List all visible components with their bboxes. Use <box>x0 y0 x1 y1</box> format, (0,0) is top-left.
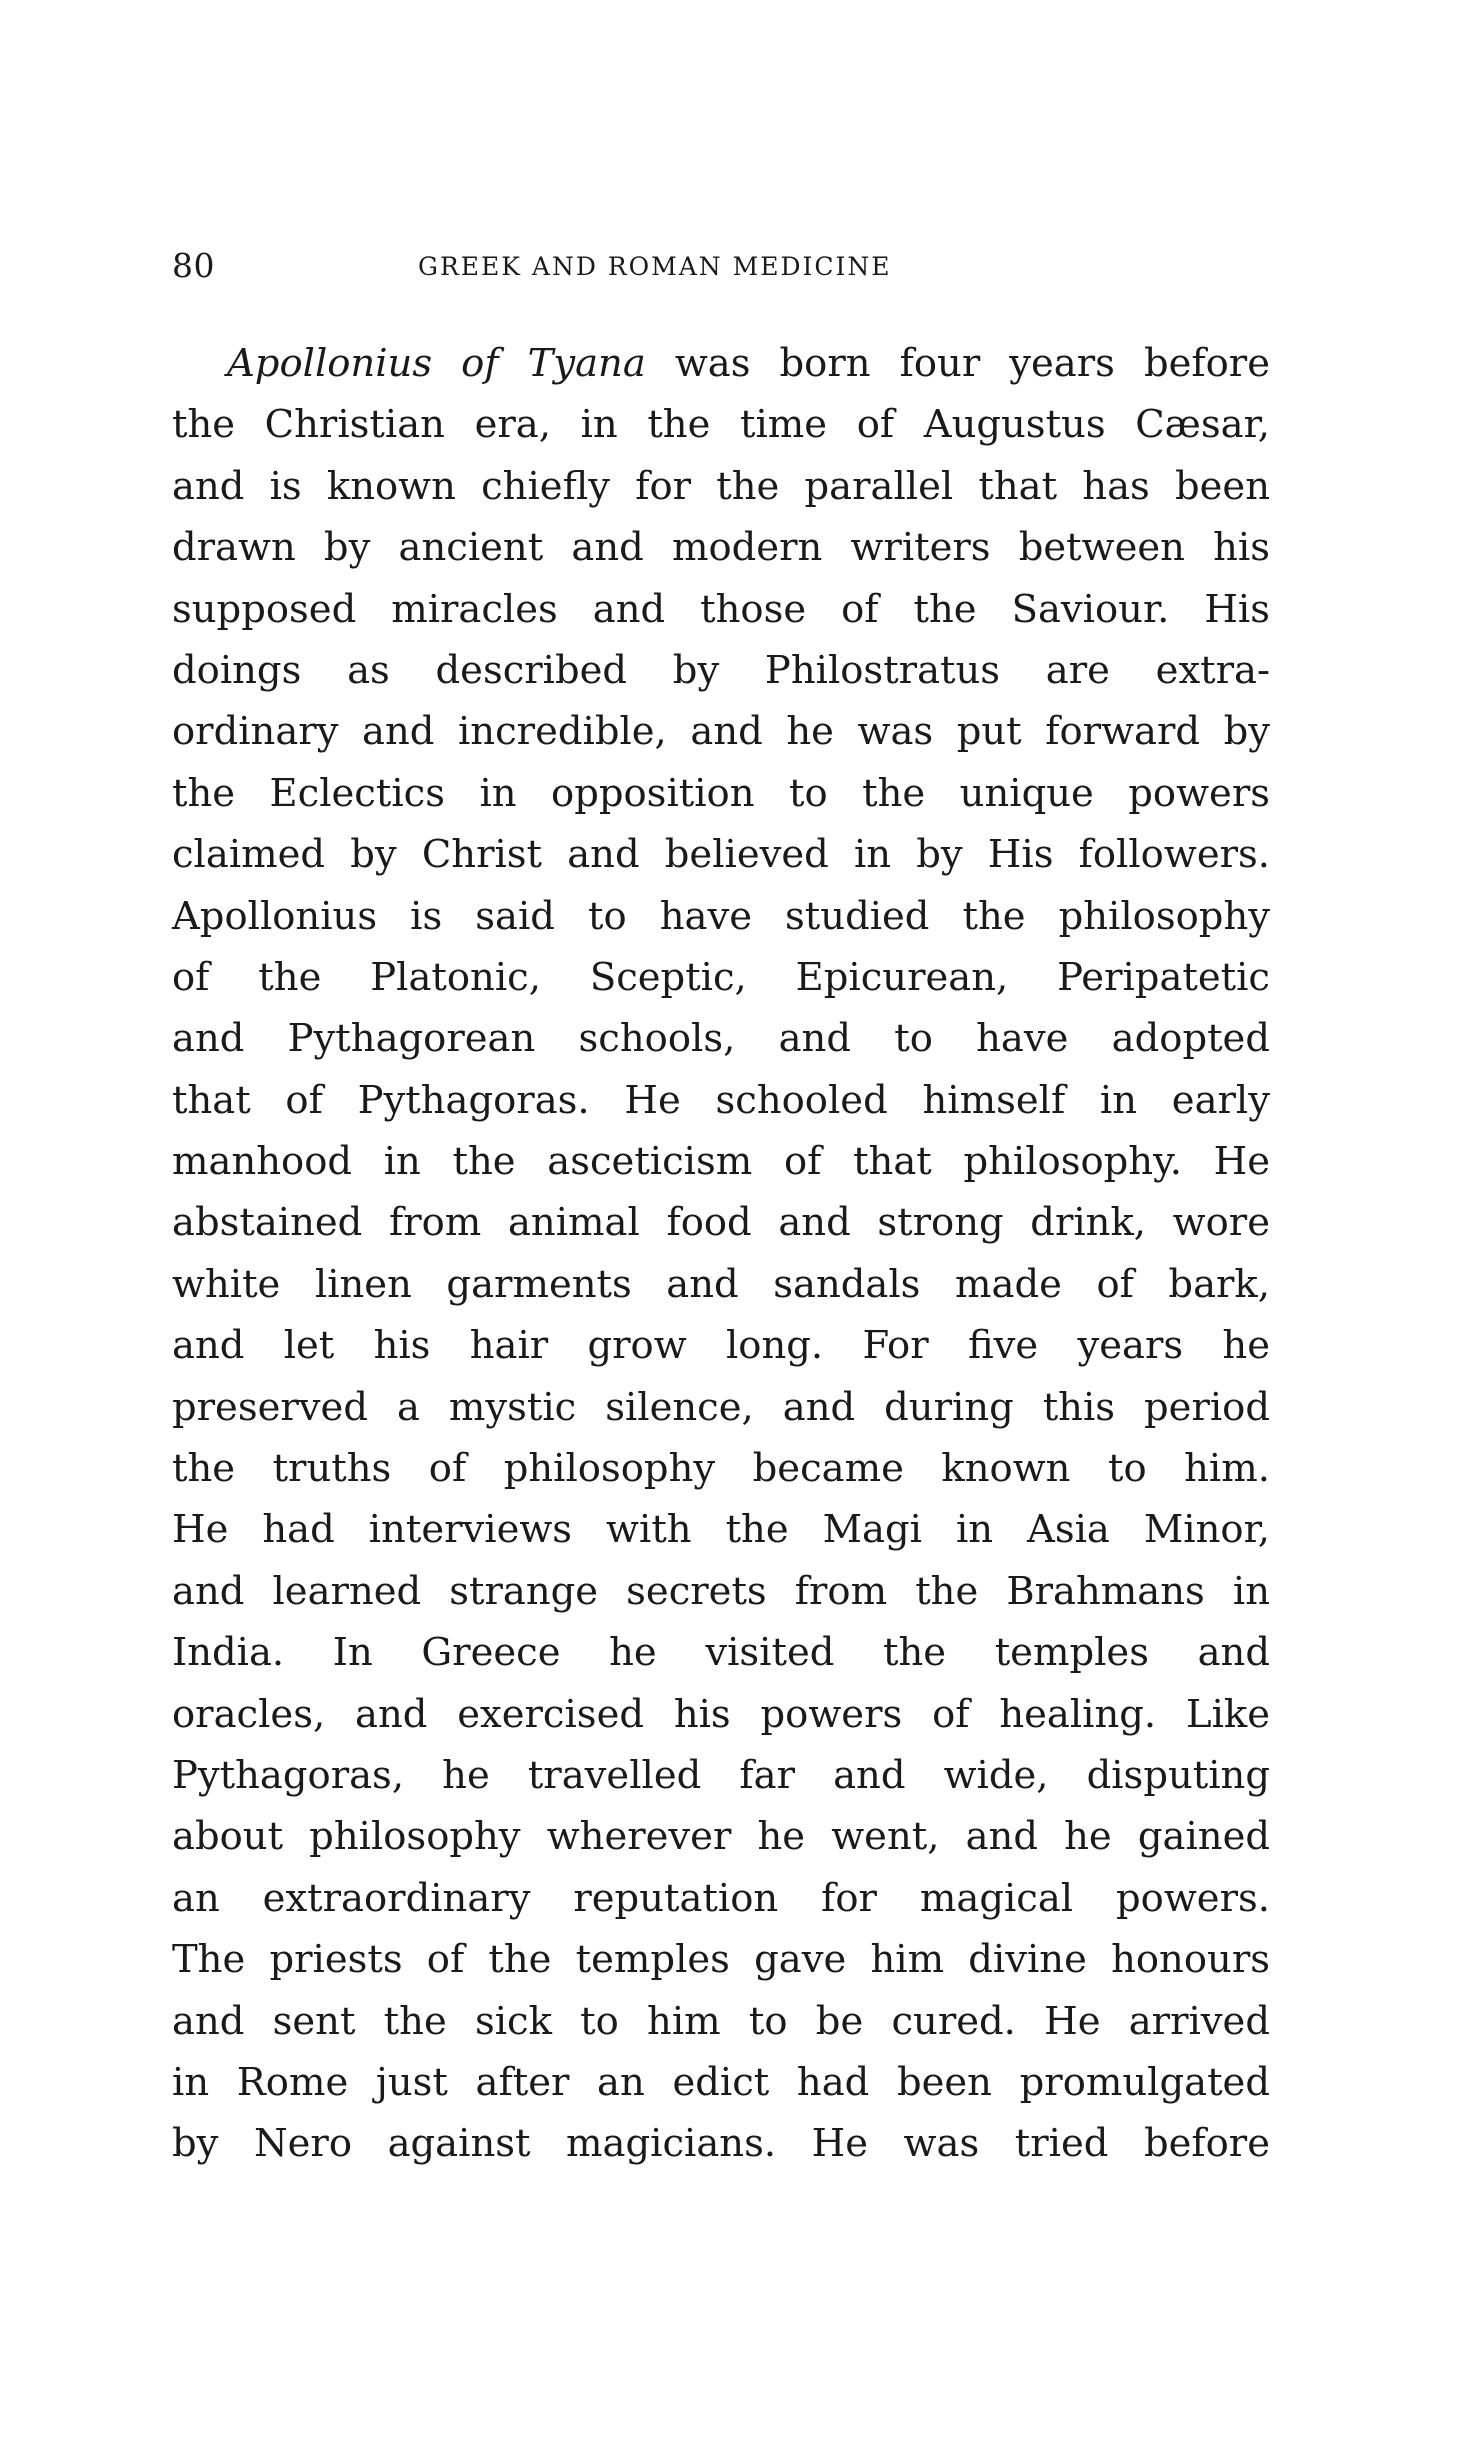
text-line: ordinary and incredible, and he was put forward by <box>172 709 1270 755</box>
text-line: drawn by ancient and modern writers between his <box>172 525 1270 571</box>
text-line: The priests of the temples gave him divine honours <box>172 1937 1270 1983</box>
italic-word: of <box>461 341 499 386</box>
text-line: and let his hair grow long. For five years he <box>172 1323 1270 1369</box>
text-line: Apollonius is said to have studied the philosophy <box>172 893 1270 939</box>
text-line: white linen garments and sandals made of bark, <box>172 1261 1270 1307</box>
text-fragment: was born four years before <box>674 341 1270 386</box>
text-line: the Eclectics in opposition to the unique powers <box>172 770 1270 816</box>
italic-place: Tyana <box>527 341 646 386</box>
text-line: and learned strange secrets from the Brahmans in <box>172 1568 1270 1614</box>
text-line: the truths of philosophy became known to him. <box>172 1446 1270 1492</box>
page-header <box>172 246 1270 296</box>
text-line: India. In Greece he visited the temples and <box>172 1630 1270 1676</box>
text-line: and Pythagorean schools, and to have adopted <box>172 1016 1270 1062</box>
text-line: He had interviews with the Magi in Asia Minor, <box>172 1507 1270 1553</box>
text-line: preserved a mystic silence, and during this period <box>172 1384 1270 1430</box>
text-line: abstained from animal food and strong drink, wore <box>172 1200 1270 1246</box>
page-number: 80 <box>172 246 215 285</box>
running-title: GREEK AND ROMAN MEDICINE <box>418 252 892 281</box>
text-line: the Christian era, in the time of Augustus Cæsar, <box>172 402 1270 448</box>
text-line: and sent the sick to him to be cured. He arrived <box>172 1998 1270 2044</box>
text-line: supposed miracles and those of the Saviour. His <box>172 586 1270 632</box>
text-line: about philosophy wherever he went, and he gained <box>172 1814 1270 1860</box>
text-line: oracles, and exercised his powers of healing. Like <box>172 1691 1270 1737</box>
text-line: claimed by Christ and believed in by His followers. <box>172 832 1270 878</box>
text-line: manhood in the asceticism of that philosophy. He <box>172 1139 1270 1185</box>
text-line: Pythagoras, he travelled far and wide, disputing <box>172 1752 1270 1798</box>
text-line: doings as described by Philostratus are extra- <box>172 647 1270 693</box>
text-line: by Nero against magicians. He was tried before <box>172 2121 1270 2167</box>
text-line: in Rome just after an edict had been promulgated <box>172 2059 1270 2105</box>
text-line: of the Platonic, Sceptic, Epicurean, Peripatetic <box>172 954 1270 1000</box>
paragraph <box>172 333 1270 2175</box>
text-line <box>172 333 1270 394</box>
text-line: and is known chiefly for the parallel that has been <box>172 463 1270 509</box>
text-line: that of Pythagoras. He schooled himself in early <box>172 1077 1270 1123</box>
italic-name: Apollonius <box>227 341 433 386</box>
text-line: an extraordinary reputation for magical powers. <box>172 1875 1270 1921</box>
